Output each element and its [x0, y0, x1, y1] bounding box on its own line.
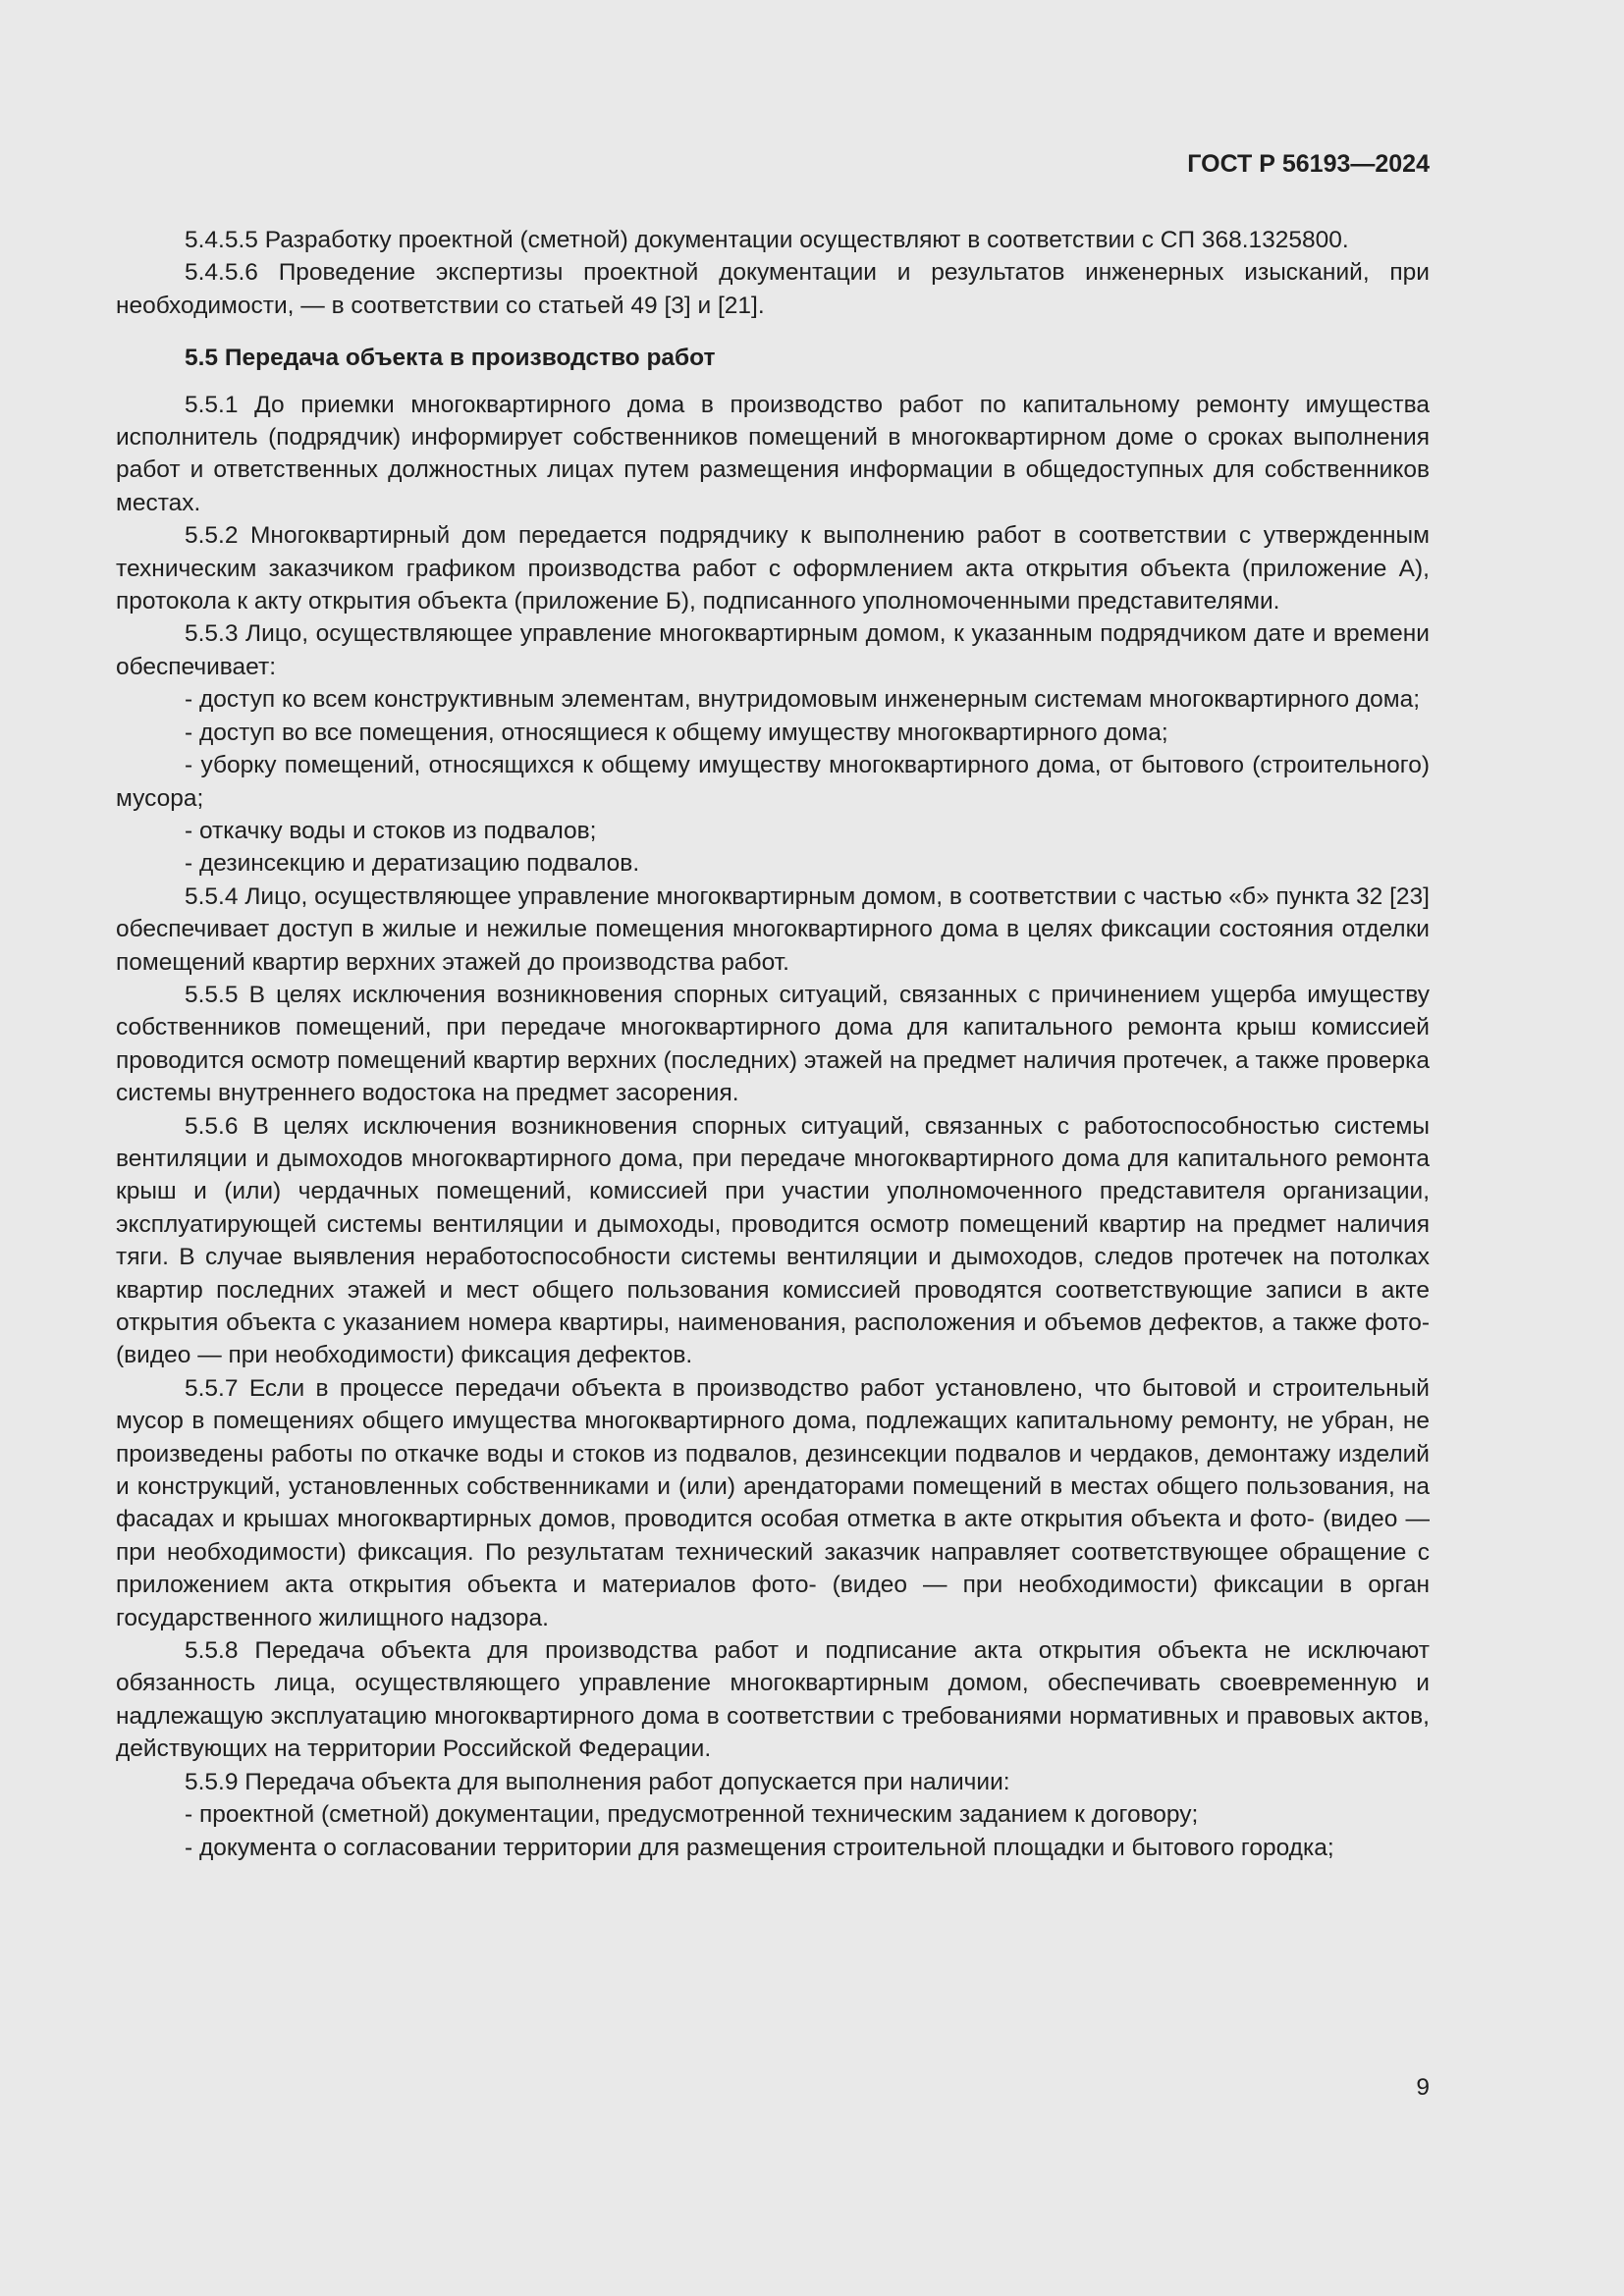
paragraph-5-5-9: 5.5.9 Передача объекта для выполнения работ допускается при наличии:: [185, 1768, 1010, 1795]
paragraph-5-5-4: 5.5.4 Лицо, осуществляющее управление многоквартирным домом, в соответствии с частью «б» пункта 32 [23] обеспечивает доступ в жилые и нежилые помещения многоквартирного дома в целях фиксации состояния отделки помещений квартир верхних этажей до производства работ.: [116, 882, 1430, 976]
paragraph-5-5-2: 5.5.2 Многоквартирный дом передается подрядчику к выполнению работ в соответствии с утвержденным техническим заказчиком графиком производства работ с оформлением акта открытия объекта (приложение А), протокола к акту открытия объекта (приложение Б), подписанного уполномоченными представителями.: [116, 522, 1430, 615]
paragraph-5-5-5: 5.5.5 В целях исключения возникновения спорных ситуаций, связанных с причинением ущерба имуществу собственников помещений, при передаче многоквартирного дома для капитального ремонта крыш комиссией проводится осмотр помещений квартир верхних (последних) этажей на предмет наличия протечек, а также проверка системы внутреннего водостока на предмет засорения.: [116, 981, 1430, 1107]
list-item: - откачку воды и стоков из подвалов;: [185, 817, 597, 844]
paragraph-5-5-1: 5.5.1 До приемки многоквартирного дома в производство работ по капитальному ремонту имущества исполнитель (подрядчик) информирует собственников помещений в многоквартирном доме о сроках выполнения работ и ответственных должностных лицах путем размещения информации в общедоступных для собственников местах.: [116, 391, 1430, 516]
list-item: - доступ ко всем конструктивным элементам, внутридомовым инженерным системам многоквартирного дома;: [185, 686, 1421, 714]
section-heading-5-5: 5.5 Передача объекта в производство работ: [185, 345, 716, 372]
page-number: 9: [1416, 2074, 1430, 2101]
paragraph-5-5-3: 5.5.3 Лицо, осуществляющее управление многоквартирным домом, к указанным подрядчиком дате и времени обеспечивает:: [116, 620, 1430, 680]
paragraph-5-5-7: 5.5.7 Если в процессе передачи объекта в производство работ установлено, что бытовой и строительный мусор в помещениях общего имущества многоквартирного дома, подлежащих капитальному ремонту, не убран, не произведены работы по откачке воды и стоков из подвалов, дезинсекции подвалов и чердаков, демонтажу изделий и конструкций, установленных собственниками и (или) арендаторами помещений в местах общего пользования, на фасадах и крышах многоквартирных домов, проводится особая отметка в акте открытия объекта и фото- (видео — при необходимости) фиксация. По результатам технический заказчик направляет соответствующее обращение с приложением акта открытия объекта и материалов фото- (видео — при необходимости) фиксации в орган государственного жилищного надзора.: [116, 1374, 1430, 1631]
document-body: [116, 224, 1430, 1864]
paragraph-5-5-8: 5.5.8 Передача объекта для производства работ и подписание акта открытия объекта не исключают обязанность лица, осуществляющего управление многоквартирным домом, обеспечивать своевременную и надлежащую эксплуатацию многоквартирного дома в соответствии с требованиями нормативных и правовых актов, действующих на территории Российской Федерации.: [116, 1637, 1430, 1763]
list-item: - доступ во все помещения, относящиеся к общему имуществу многоквартирного дома;: [185, 719, 1168, 746]
paragraph-5-4-5-6: 5.4.5.6 Проведение экспертизы проектной документации и результатов инженерных изысканий, при необходимости, — в соответствии со статьей 49 [3] и [21].: [116, 259, 1430, 319]
document-code: ГОСТ Р 56193—2024: [1187, 150, 1430, 178]
list-item: - дезинсекцию и дератизацию подвалов.: [185, 850, 640, 878]
paragraph-5-4-5-5: 5.4.5.5 Разработку проектной (сметной) документации осуществляют в соответствии с СП 368.1325800.: [185, 227, 1349, 253]
paragraph-5-5-6: 5.5.6 В целях исключения возникновения спорных ситуаций, связанных с работоспособностью системы вентиляции и дымоходов многоквартирного дома, при передаче многоквартирного дома для капитального ремонта крыш и (или) чердачных помещений, комиссией при участии уполномоченного представителя организации, эксплуатирующей системы вентиляции и дымоходы, проводится осмотр помещений квартир на предмет наличия тяги. В случае выявления неработоспособности системы вентиляции и дымоходов, следов протечек на потолках квартир последних этажей и мест общего пользования комиссией проводятся соответствующие записи в акте открытия объекта с указанием номера квартиры, наименования, расположения и объемов дефектов, а также фото- (видео — при необходимости) фиксация дефектов.: [116, 1112, 1430, 1369]
list-item: - проектной (сметной) документации, предусмотренной техническим заданием к договору;: [185, 1801, 1199, 1829]
list-item: - документа о согласовании территории для размещения строительной площадки и бытового городка;: [185, 1834, 1334, 1861]
list-item: - уборку помещений, относящихся к общему имуществу многоквартирного дома, от бытового (строительного) мусора;: [116, 752, 1430, 812]
